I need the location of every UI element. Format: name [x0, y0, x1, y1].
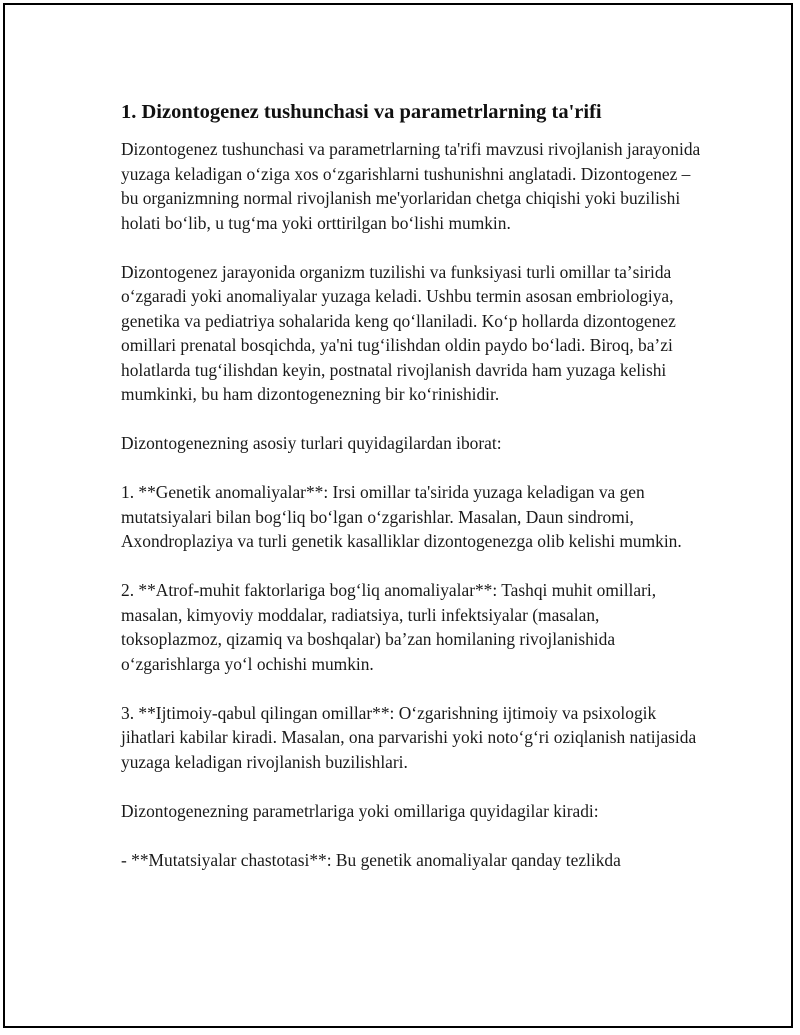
- social-factors-item: 3. **Ijtimoiy-qabul qilingan omillar**: Oʻzgarishning ijtimoiy va psixologik jihatlari kabilar kiradi. Masalan, ona parvarishi yoki notoʻgʻri oziqlanish natijasida yuzaga keladigan rivojlanish buzilishlari.: [121, 702, 697, 772]
- parameters-intro-paragraph: Dizontogenezning parametrlariga yoki omillariga quyidagilar kiradi:: [121, 800, 599, 821]
- document-page: [3, 3, 793, 1028]
- document-body: [121, 99, 701, 897]
- genetic-anomalies-item: 1. **Genetik anomaliyalar**: Irsi omillar ta'sirida yuzaga keladigan va gen mutatsiyalari bilan bogʻliq boʻlgan oʻzgarishlar. Masalan, Daun sindromi, Axondroplaziya va turli genetik kasalliklar dizontogenezga olib kelishi mumkin.: [121, 482, 682, 551]
- section-heading: 1. Dizontogenez tushunchasi va parametrlarning ta'rifi: [121, 101, 602, 123]
- environmental-anomalies-item: 2. **Atrof-muhit faktorlariga bogʻliq anomaliyalar**: Tashqi muhit omillari, masalan, kimyoviy moddalar, radiatsiya, turli infektsiyalar (masalan, toksoplazmoz, qizamiq va boshqalar) baʼzan homilaning rivojlanishida oʻzgarishlarga yoʻl ochishi mumkin.: [121, 580, 657, 674]
- types-intro-paragraph: Dizontogenezning asosiy turlari quyidagilardan iborat:: [121, 433, 502, 453]
- mutation-frequency-item: - **Mutatsiyalar chastotasi**: Bu genetik anomaliyalar qanday tezlikda: [121, 849, 621, 870]
- process-paragraph: Dizontogenez jarayonida organizm tuzilishi va funksiyasi turli omillar taʼsirida oʻzgaradi yoki anomaliyalar yuzaga keladi. Ushbu termin asosan embriologiya, genetika va pediatriya sohalarida keng qoʻllaniladi. Koʻp hollarda dizontogenez omillari prenatal bosqichda, ya'ni tugʻilishdan oldin paydo boʻladi. Biroq, baʼzi holatlarda tugʻilishdan keyin, postnatal rivojlanish davrida ham yuzaga kelishi mumkinki, bu ham dizontogenezning bir koʻrinishidir.: [121, 261, 676, 404]
- intro-paragraph: Dizontogenez tushunchasi va parametrlarning ta'rifi mavzusi rivojlanish jarayonida yuzaga keladigan oʻziga xos oʻzgarishlarni tushunishni anglatadi. Dizontogenez – bu organizmning normal rivojlanish me'yorlaridan chetga chiqishi yoki buzilishi holati boʻlib, u tugʻma yoki orttirilgan boʻlishi mumkin.: [121, 139, 701, 233]
